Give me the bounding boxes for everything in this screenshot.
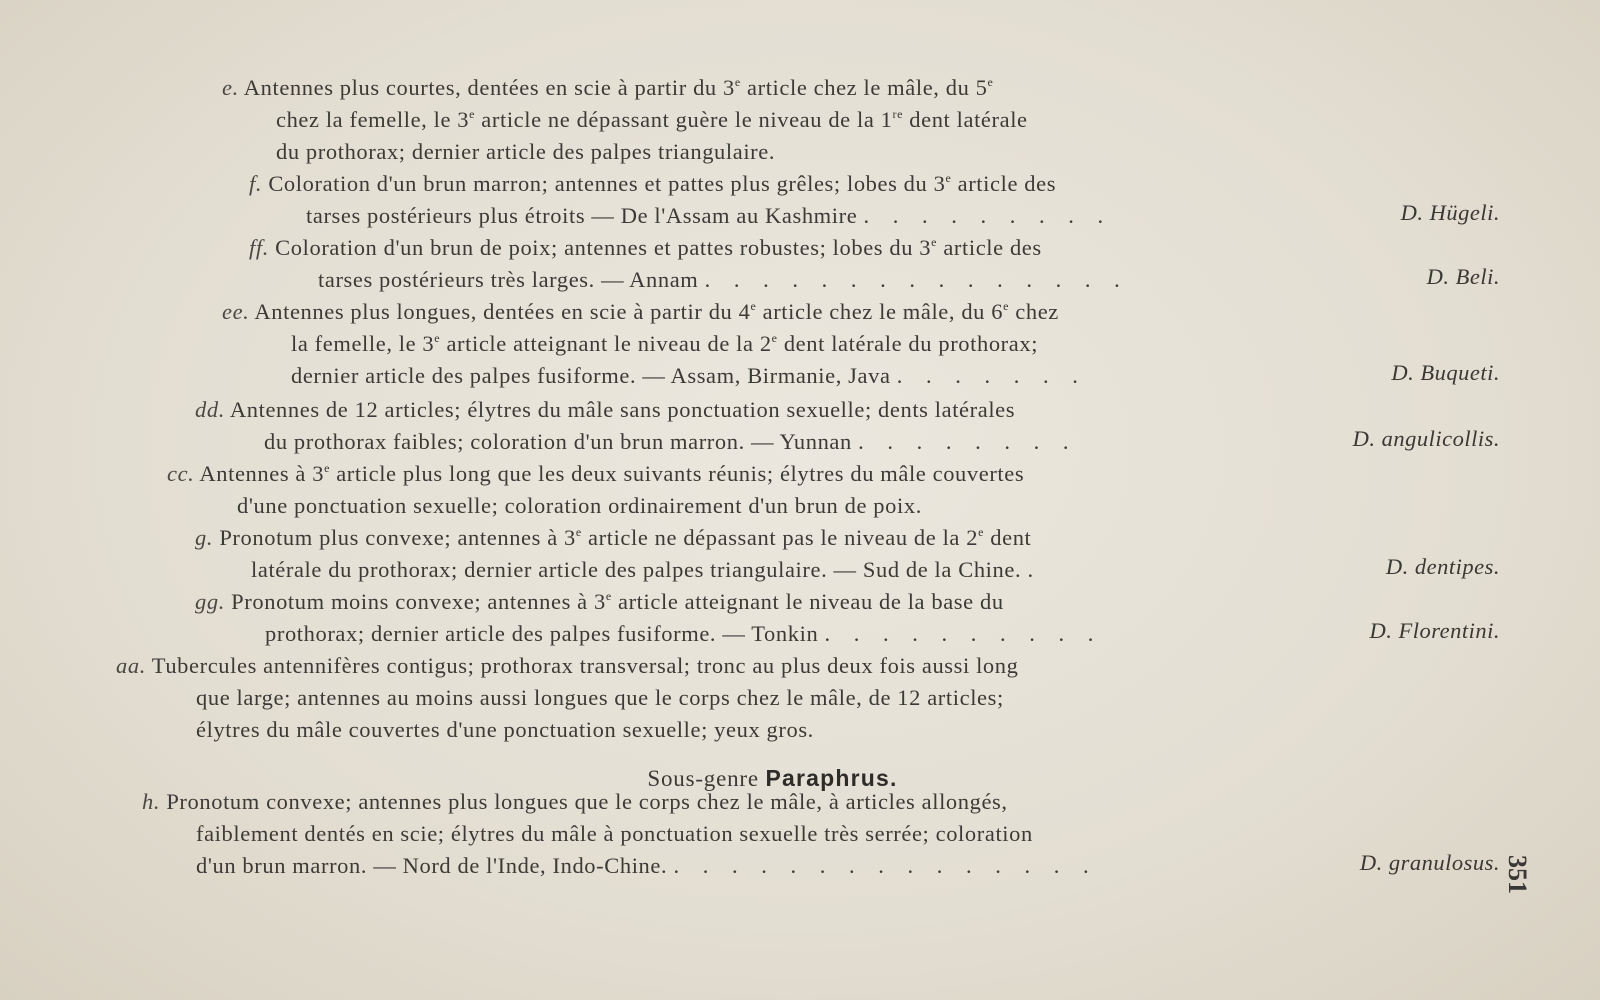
sup: e (324, 461, 330, 475)
text: d'un brun marron. — Nord de l'Inde, Indo-Chine. (196, 853, 668, 878)
text: dent latérale (903, 107, 1028, 132)
key-entry-dd-line1 (195, 394, 1015, 426)
text: article des (951, 171, 1057, 196)
species-name: D. dentipes. (1385, 554, 1500, 579)
key-entry-h-line2 (196, 818, 1033, 850)
text: Antennes plus courtes, dentées en scie à partir du 3 (243, 75, 735, 100)
sup: e (605, 589, 612, 603)
key-entry-f-line1 (249, 168, 1056, 200)
text: prothorax; dernier article des palpes fusiforme. — Tonkin (265, 621, 819, 646)
key-mark: g. (195, 525, 214, 550)
text: du prothorax faibles; coloration d'un brun marron. — Yunnan (264, 429, 852, 454)
key-mark: dd. (195, 397, 225, 422)
page-number: 351 (1503, 855, 1532, 894)
key-entry-ff-line1 (249, 232, 1042, 264)
leader-dots: . . . . . . . . . . . . . . . (704, 267, 1129, 292)
text: latérale du prothorax; dernier article des palpes triangulaire. — Sud de la Chine. (251, 557, 1022, 582)
key-entry-g-line2 (251, 554, 1042, 586)
text: Tubercules antennifères contigus; prothorax transversal; tronc au plus deux fois aussi long (151, 653, 1019, 678)
key-entry-ee-line1 (222, 296, 1059, 328)
species-name: D. granulosus. (1359, 850, 1500, 875)
key-entry-h-line3 (196, 850, 1098, 882)
key-entry-cc-line1 (167, 458, 1024, 490)
text: article atteignant le niveau de la 2 (440, 331, 772, 356)
sup: e (1003, 299, 1010, 313)
text: Coloration d'un brun marron; antennes et pattes plus grêles; lobes du 3 (268, 171, 946, 196)
text: tarses postérieurs très larges. — Annam (318, 267, 699, 292)
text: la femelle, le 3 (291, 331, 435, 356)
key-entry-ff-line2 (318, 264, 1129, 296)
subgenus-name: Paraphrus. (765, 765, 898, 791)
key-entry-e-line1 (222, 72, 993, 104)
key-entry-h-line1 (142, 786, 1008, 818)
species-name: D. Beli. (1426, 264, 1500, 289)
text: dent (984, 525, 1032, 550)
key-mark: gg. (195, 589, 225, 614)
text: dent latérale du prothorax; (777, 331, 1039, 356)
key-mark: h. (142, 789, 161, 814)
text: Antennes de 12 articles; élytres du mâle sans ponctuation sexuelle; dents latérales (229, 397, 1016, 422)
sup: e (575, 525, 582, 539)
sup: e (734, 75, 741, 89)
key-entry-aa-line2 (196, 682, 1004, 714)
text: chez la femelle, le 3 (276, 107, 470, 132)
key-entry-aa-line1 (116, 650, 1019, 682)
species-name: D. Hügeli. (1400, 200, 1500, 225)
text: article ne dépassant guère le niveau de la 1 (475, 107, 893, 132)
key-entry-gg-line1 (195, 586, 1004, 618)
text: chez (1009, 299, 1059, 324)
text: faiblement dentés en scie; élytres du mâle à ponctuation sexuelle très serrée; coloration (196, 821, 1033, 846)
species-name: D. Buqueti. (1391, 360, 1500, 385)
key-mark: ff. (249, 235, 269, 260)
text: article des (937, 235, 1042, 260)
text: d'une ponctuation sexuelle; coloration ordinairement d'un brun de poix. (237, 493, 922, 518)
key-entry-ee-line3 (291, 360, 1087, 392)
sup: e (978, 525, 985, 539)
key-entry-g-line1 (195, 522, 1031, 554)
text: que large; antennes au moins aussi longues que le corps chez le mâle, de 12 articles; (196, 685, 1004, 710)
text: élytres du mâle couvertes d'une ponctuation sexuelle; yeux gros. (196, 717, 814, 742)
species-name: D. Florentini. (1369, 618, 1500, 643)
sup: e (771, 331, 778, 345)
text: Coloration d'un brun de poix; antennes et pattes robustes; lobes du 3 (275, 235, 932, 260)
key-mark: cc. (167, 461, 195, 486)
key-entry-cc-line2 (237, 490, 922, 522)
text: Antennes plus longues, dentées en scie à partir du 4 (254, 299, 751, 324)
leader-dots: . (1027, 557, 1043, 582)
sup: e (945, 171, 952, 185)
key-mark: f. (249, 171, 263, 196)
key-mark: aa. (116, 653, 146, 678)
text: tarses postérieurs plus étroits — De l'Assam au Kashmire (306, 203, 858, 228)
text: article atteignant le niveau de la base du (611, 589, 1004, 614)
key-mark: ee. (222, 299, 250, 324)
subgenus-prefix: Sous-genre (647, 766, 759, 791)
key-entry-f-line2 (306, 200, 1112, 232)
species-name: D. angulicollis. (1352, 426, 1500, 451)
key-mark: e. (222, 75, 239, 100)
text: article plus long que les deux suivants réunis; élytres du mâle couvertes (330, 461, 1025, 486)
sup: e (434, 331, 441, 345)
leader-dots: . . . . . . . . (858, 429, 1078, 454)
text: article chez le mâle, du 6 (756, 299, 1004, 324)
text: article ne dépassant pas le niveau de la 2 (581, 525, 979, 550)
sup: e (750, 299, 757, 313)
sup: re (892, 107, 904, 121)
text: du prothorax; dernier article des palpes triangulaire. (276, 139, 776, 164)
sup: e (931, 235, 938, 249)
key-entry-aa-line3 (196, 714, 814, 746)
key-entry-e-line2 (276, 104, 1028, 136)
leader-dots: . . . . . . . . . . (824, 621, 1103, 646)
leader-dots: . . . . . . . . . . . . . . . (673, 853, 1098, 878)
key-entry-dd-line2 (264, 426, 1077, 458)
text: Pronotum moins convexe; antennes à 3 (231, 589, 606, 614)
text: Pronotum convexe; antennes plus longues que le corps chez le mâle, à articles allongés, (166, 789, 1008, 814)
key-entry-ee-line2 (291, 328, 1038, 360)
leader-dots: . . . . . . . (896, 363, 1087, 388)
text: dernier article des palpes fusiforme. — Assam, Birmanie, Java (291, 363, 891, 388)
sup: e (469, 107, 476, 121)
sup: e (987, 75, 994, 89)
leader-dots: . . . . . . . . . (863, 203, 1113, 228)
text: article chez le mâle, du 5 (740, 75, 988, 100)
text: Pronotum plus convexe; antennes à 3 (219, 525, 576, 550)
key-entry-e-line3 (276, 136, 775, 168)
text: Antennes à 3 (199, 461, 325, 486)
key-entry-gg-line2 (265, 618, 1102, 650)
